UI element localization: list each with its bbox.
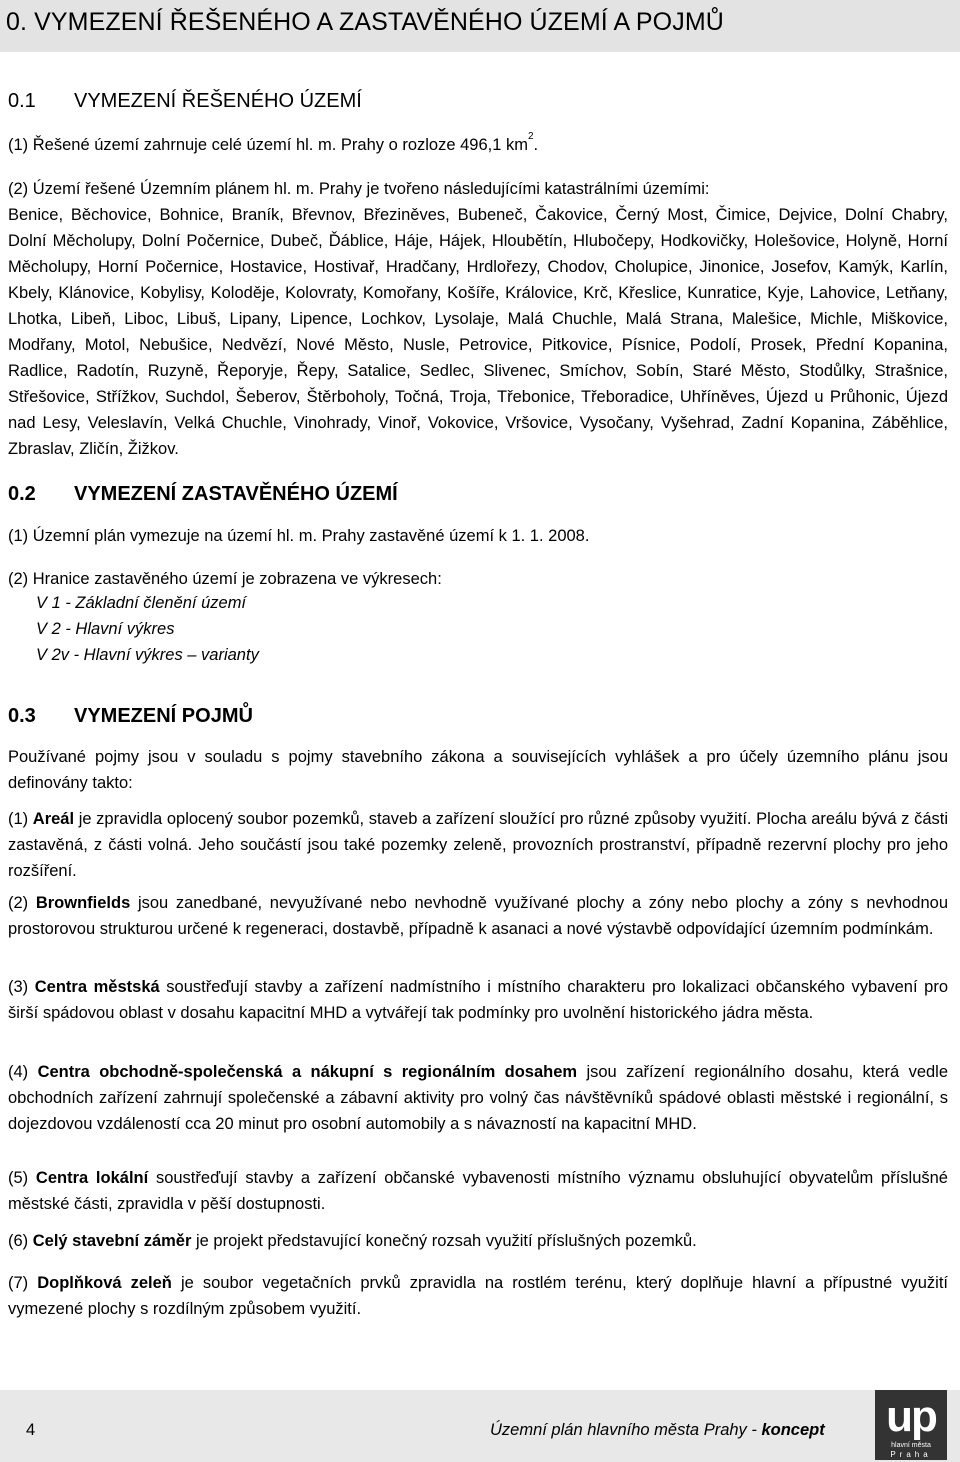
paragraph-text: (1) Řešené území zahrnuje celé území hl. m. Prahy o rozloze 496,1 km xyxy=(8,136,528,154)
term-name: Centra obchodně-společenská a nákupní s regionálním dosahem xyxy=(37,1063,578,1081)
section-number: 0.1 xyxy=(8,90,36,112)
up-logo xyxy=(875,1390,947,1460)
term-name: Doplňková zeleň xyxy=(37,1274,172,1292)
term-number: (3) xyxy=(8,978,35,996)
term-name: Centra městská xyxy=(34,978,160,996)
page-number: 4 xyxy=(26,1421,36,1439)
term-definition: je zpravidla oplocený soubor pozemků, staveb a zařízení sloužící pro různé způsoby využití. Plocha areálu bývá z části zastavěná, z části volná. Jeho součástí jsou také pozemky zeleně, provozních prostranství, případně rezervní plochy pro jeho rozšíření. xyxy=(8,810,948,880)
term-number: (1) xyxy=(8,810,33,828)
paragraph-cadastral-list: Benice, Běchovice, Bohnice, Braník, Břevnov, Březiněves, Bubeneč, Čakovice, Černý Most, Čimice, Dejvice, Dolní Chabry, Dolní Měcholupy, Dolní Počernice, Dubeč, Ďáblice, Háje, Hájek, Hloubětín, Hlubočepy, Hodkovičky, Holešovice, Holyně, Horní Měcholupy, Horní Počernice, Hostavice, Hostivař, Hradčany, Hrdlořezy, Chodov, Cholupice, Jinonice, Josefov, Kamýk, Karlín, Kbely, Klánovice, Kobylisy, Koloděje, Kolovraty, Komořany, Košíře, Královice, Krč, Křeslice, Kunratice, Kyje, Lahovice, Letňany, Lhotka, Libeň, Liboc, Libuš, Lipany, Lipence, Lochkov, Lysolaje, Malá Chuchle, Malá Strana, Malešice, Michle, Miškovice, Modřany, Motol, Nebušice, Nedvězí, Nové Město, Nusle, Petrovice, Pitkovice, Písnice, Podolí, Prosek, Přední Kopanina, Radlice, Radotín, Ruzyně, Řeporyje, Řepy, Satalice, Sedlec, Slivenec, Smíchov, Sobín, Staré Město, Stodůlky, Strašnice, Střešovice, Střížkov, Suchdol, Šeberov, Štěrboholy, Točná, Troja, Třebonice, Třeboradice, Uhříněves, Újezd u Průhonic, Újezd nad Lesy, Veleslavín, Velká Chuchle, Vinohrady, Vinoř, Vokovice, Vršovice, Vysočany, Vyšehrad, Zadní Kopanina, Záběhlice, Zbraslav, Zličín, Žižkov. xyxy=(8,206,948,458)
logo-main-text: up xyxy=(886,1392,936,1441)
term-definition: soustřeďují stavby a zařízení nadmístního i místního charakteru pro lokalizaci občanského vybavení pro širší spádovou oblast v dosahu kapacitní MHD a vytvářejí tak podmínky pro uvolnění historického jádra města. xyxy=(8,978,948,1022)
drawing-item: V 1 - Základní členění území xyxy=(36,594,247,612)
section-title: VYMEZENÍ ZASTAVĚNÉHO ÚZEMÍ xyxy=(74,483,398,505)
term-name: Areál xyxy=(32,810,75,828)
term-paragraph xyxy=(8,1165,948,1217)
paragraph-built-up: (1) Územní plán vymezuje na území hl. m. Prahy zastavěné území k 1. 1. 2008. xyxy=(8,527,590,545)
term-definition: je projekt představující konečný rozsah využití příslušných pozemků. xyxy=(191,1232,697,1250)
term-paragraph xyxy=(8,806,948,884)
logo-sub-text: hlavní města xyxy=(891,1442,931,1449)
term-definition: jsou zanedbané, nevyužívané nebo nevhodně využívané plochy a zóny nebo plochy a zóny s nevhodnou prostorovou strukturou určené k regeneraci, dostavbě, případně k asanaci a nové výstavbě odpovídající územním podmínkám. xyxy=(8,894,948,938)
term-paragraph xyxy=(8,974,948,1026)
paragraph-terms-intro: Používané pojmy jsou v souladu s pojmy stavebního zákona a souvisejících vyhlášek a pro účely územního plánu jsou definovány takto: xyxy=(8,748,948,792)
chapter-title: 0. VYMEZENÍ ŘEŠENÉHO A ZASTAVĚNÉHO ÚZEMÍ A POJMŮ xyxy=(0,0,960,52)
paragraph-area xyxy=(8,132,948,158)
section-title: VYMEZENÍ ŘEŠENÉHO ÚZEMÍ xyxy=(74,90,362,112)
section-title: VYMEZENÍ POJMŮ xyxy=(74,705,253,727)
paragraph-end: . xyxy=(533,136,539,154)
term-number: (7) xyxy=(8,1274,38,1292)
term-number: (6) xyxy=(8,1232,33,1250)
section-heading-0-2 xyxy=(8,483,398,506)
term-number: (2) xyxy=(8,894,36,912)
footer-document-title xyxy=(490,1421,825,1440)
term-name: Brownfields xyxy=(35,894,131,912)
page-footer xyxy=(0,1390,960,1462)
section-number: 0.3 xyxy=(8,705,36,727)
footer-title-bold: koncept xyxy=(761,1421,825,1439)
section-heading-0-1 xyxy=(8,90,362,113)
term-number: (5) xyxy=(8,1169,36,1187)
logo-sub-text: Praha xyxy=(890,1450,932,1459)
term-number: (4) xyxy=(8,1063,38,1081)
term-name: Celý stavební záměr xyxy=(32,1232,192,1250)
superscript: 2 xyxy=(527,131,534,142)
term-paragraph xyxy=(8,1059,948,1137)
section-number: 0.2 xyxy=(8,483,36,505)
drawing-item: V 2 - Hlavní výkres xyxy=(36,620,175,638)
drawing-item: V 2v - Hlavní výkres – varianty xyxy=(36,646,259,664)
drawings-list xyxy=(36,590,259,668)
term-definition: soustřeďují stavby a zařízení občanské vybavenosti místního významu obsluhující obyvatelům příslušné městské části, zpravidla v pěší dostupnosti. xyxy=(8,1169,948,1213)
term-name: Centra lokální xyxy=(35,1169,149,1187)
term-paragraph xyxy=(8,1228,948,1254)
footer-title-text: Územní plán hlavního města Prahy - xyxy=(490,1421,762,1439)
term-definition: je soubor vegetačních prvků zpravidla na rostlém terénu, který doplňuje hlavní a přípustné využití vymezené plochy s rozdílným způsobem využití. xyxy=(8,1274,948,1318)
paragraph-drawings-intro: (2) Hranice zastavěného území je zobrazena ve výkresech: xyxy=(8,570,442,588)
term-definition: jsou zařízení regionálního dosahu, která vedle obchodních zařízení zahrnují společenské a zábavní aktivity pro volný čas návštěvníků spádové oblasti městské i regionální, s dojezdovou vzdáleností cca 20 minut pro osobní automobily a s návazností na kapacitní MHD. xyxy=(8,1063,949,1133)
term-paragraph xyxy=(8,890,948,942)
section-heading-0-3 xyxy=(8,705,253,728)
term-paragraph xyxy=(8,1270,948,1322)
paragraph-cadastral-intro: (2) Území řešené Územním plánem hl. m. Prahy je tvořeno následujícími katastrálními územími: xyxy=(8,180,710,198)
